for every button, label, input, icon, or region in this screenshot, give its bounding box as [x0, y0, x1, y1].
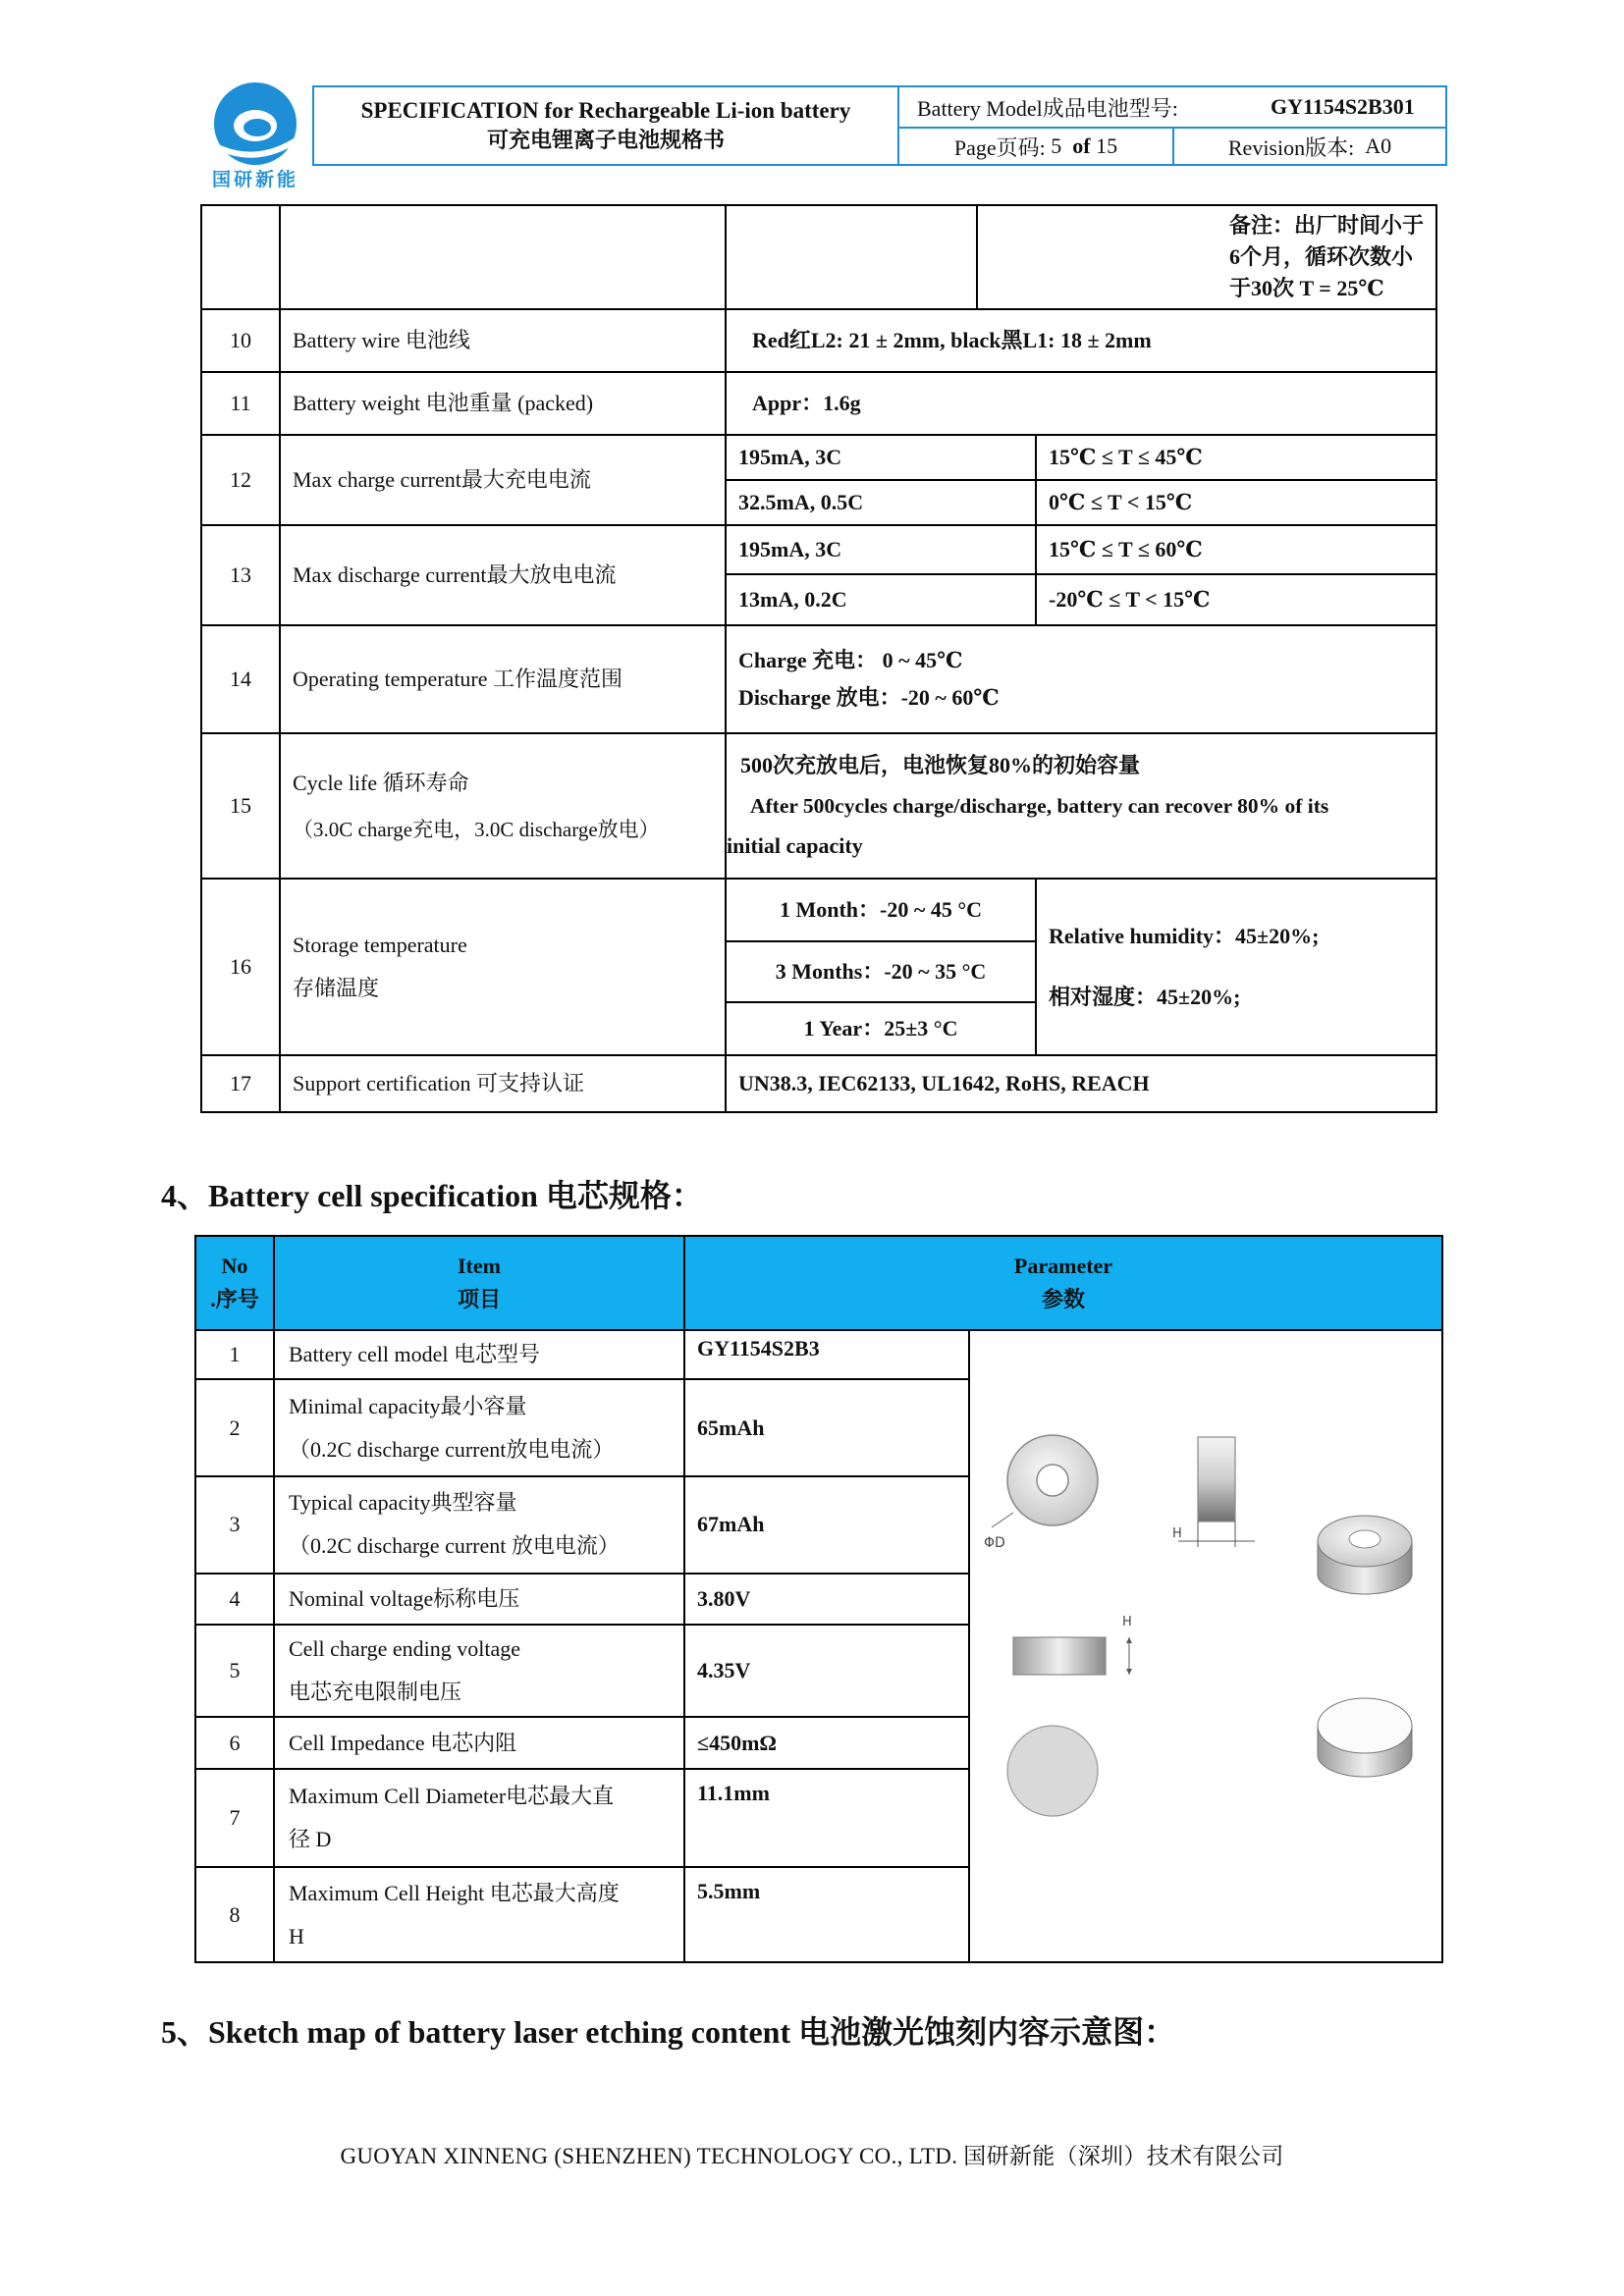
item-label-line: Storage temperature	[293, 933, 467, 957]
cell-3d-top	[1318, 1516, 1412, 1594]
item-label	[274, 1379, 684, 1476]
row-number: 15	[201, 733, 280, 879]
item-condition: 15℃ ≤ T ≤ 60℃	[1036, 525, 1436, 574]
model-value: GY1154S2B301	[1271, 94, 1415, 119]
item-label-line: 存储温度	[293, 976, 380, 1000]
item-label-line: Maximum Cell Height 电芯最大高度	[289, 1880, 620, 1905]
table-row	[195, 1330, 1442, 1379]
row-number: 1	[195, 1330, 274, 1379]
item-value	[726, 733, 1436, 879]
cell-side-view	[1172, 1437, 1255, 1547]
item-value: 65mAh	[684, 1379, 969, 1476]
height-label: H	[1172, 1526, 1182, 1541]
spec-title-cn: 可充电锂离子电池规格书	[486, 127, 725, 153]
item-label: Max charge current最大充电电流	[280, 435, 726, 525]
row-number: 14	[201, 625, 280, 733]
section-4-title: 4、Battery cell specification 电芯规格：	[161, 1178, 703, 1213]
item-value: 195mA, 3C	[726, 525, 1036, 574]
row-number: 6	[195, 1717, 274, 1768]
header-text: 项目	[457, 1287, 501, 1311]
item-label: Battery cell model 电芯型号	[274, 1330, 684, 1379]
item-label: Nominal voltage标称电压	[274, 1574, 684, 1625]
row-number: 2	[195, 1379, 274, 1476]
revision-label: Revision版本:	[1227, 134, 1355, 160]
page-label: Page页码:	[953, 134, 1046, 160]
item-value: 5.5mm	[684, 1867, 969, 1962]
row-number: 4	[195, 1574, 274, 1625]
header-parameter	[684, 1236, 1442, 1330]
charge-temp: Charge 充电： 0 ~ 45℃	[738, 647, 963, 672]
header-item	[274, 1236, 684, 1330]
row-number: 10	[201, 309, 280, 372]
cell-drawing	[970, 1331, 1443, 1961]
cell-front-view	[1013, 1615, 1132, 1675]
cell-top-view	[984, 1435, 1098, 1551]
item-label-line: Minimal capacity最小容量	[289, 1393, 527, 1418]
item-condition: 0℃ ≤ T < 15℃	[1036, 480, 1436, 525]
item-value: GY1154S2B3	[684, 1330, 969, 1379]
item-label-line: Maximum Cell Diameter电芯最大直	[289, 1784, 615, 1809]
table-row	[201, 435, 1436, 480]
item-label: Operating temperature 工作温度范围	[280, 625, 726, 733]
header-text: 参数	[1041, 1287, 1085, 1311]
storage-3-months: 3 Months：-20 ~ 35 °C	[726, 941, 1036, 1002]
row-number: 16	[201, 879, 280, 1055]
item-label: Battery weight 电池重量 (packed)	[280, 372, 726, 435]
page-total: 15	[1096, 133, 1118, 158]
item-value: 13mA, 0.2C	[726, 574, 1036, 625]
item-label-line: Cell charge ending voltage	[289, 1636, 521, 1662]
item-label	[274, 1769, 684, 1868]
cell-diagram	[969, 1330, 1442, 1962]
model-label: Battery Model成品电池型号:	[917, 95, 1178, 121]
item-value: Appr：1.6g	[726, 372, 1436, 435]
row-number: 7	[195, 1769, 274, 1868]
item-value: ≤450mΩ	[684, 1717, 969, 1768]
item-label-line: Cycle life 循环寿命	[293, 770, 469, 795]
item-label: Support certification 可支持认证	[280, 1055, 726, 1112]
doc-info-box	[899, 85, 1447, 166]
item-condition: -20℃ ≤ T < 15℃	[1036, 574, 1436, 625]
item-label-line: 电芯充电限制电压	[289, 1680, 462, 1705]
remark-line: 于30次 T = 25℃	[1229, 275, 1384, 300]
spec-title-box	[312, 85, 899, 166]
row-number: 11	[201, 372, 280, 435]
table-row	[201, 525, 1436, 574]
table-row	[201, 625, 1436, 733]
page-footer: GUOYAN XINNENG (SHENZHEN) TECHNOLOGY CO., LTD. 国研新能（深圳）技术有限公司	[340, 2144, 1284, 2168]
spec-table	[200, 204, 1437, 1113]
table-row	[201, 733, 1436, 879]
header-text: Item	[458, 1253, 501, 1278]
table-row	[201, 309, 1436, 372]
page-revision-row	[899, 127, 1445, 166]
humidity-cn: 相对湿度：45±20%;	[1049, 985, 1241, 1009]
item-label: Max discharge current最大放电电流	[280, 525, 726, 625]
row-number: 13	[201, 525, 280, 625]
row-number: 5	[195, 1625, 274, 1718]
humidity-cell	[1036, 879, 1436, 1055]
item-value: 67mAh	[684, 1476, 969, 1574]
item-label	[274, 1867, 684, 1962]
item-value: 4.35V	[684, 1625, 969, 1718]
item-label-line: H	[289, 1923, 304, 1949]
table-row	[201, 1055, 1436, 1112]
page-of: of	[1072, 133, 1091, 158]
table-row	[201, 372, 1436, 435]
storage-1-month: 1 Month：-20 ~ 45 °C	[726, 879, 1036, 941]
item-label-line: 径 D	[289, 1827, 332, 1852]
item-label-line: （3.0C charge充电，3.0C discharge放电）	[293, 818, 660, 842]
item-value: 32.5mA, 0.5C	[726, 480, 1036, 525]
cycle-life-en: initial capacity	[727, 833, 863, 859]
table-row	[201, 879, 1436, 941]
item-value	[726, 625, 1436, 733]
item-label	[274, 1625, 684, 1718]
item-label	[280, 879, 726, 1055]
item-label-line: （0.2C discharge current放电电流）	[289, 1436, 615, 1462]
cell-3d-bottom	[1318, 1698, 1412, 1777]
logo-text: 国研新能	[211, 169, 298, 190]
table-header-row	[195, 1236, 1442, 1330]
humidity-en: Relative humidity：45±20%;	[1049, 924, 1320, 949]
item-value: 195mA, 3C	[726, 435, 1036, 480]
row-number: 17	[201, 1055, 280, 1112]
item-value: UN38.3, IEC62133, UL1642, RoHS, REACH	[726, 1055, 1436, 1112]
table-row	[201, 205, 1436, 309]
header-no	[195, 1236, 274, 1330]
spec-title-en: SPECIFICATION for Rechargeable Li-ion battery	[360, 97, 851, 123]
header-text: Parameter	[1013, 1253, 1113, 1278]
header-text: .序号	[210, 1287, 259, 1311]
row-number: 3	[195, 1476, 274, 1574]
cell-spec-table	[194, 1235, 1443, 1963]
section-5-title: 5、Sketch map of battery laser etching content 电池激光蚀刻内容示意图：	[161, 2014, 1176, 2050]
item-label-line: Typical capacity典型容量	[289, 1490, 517, 1516]
item-condition: 15℃ ≤ T ≤ 45℃	[1036, 435, 1436, 480]
item-value: Red红L2: 21 ± 2mm, black黑L1: 18 ± 2mm	[726, 309, 1436, 372]
remark-line: 备注：出厂时间小于6个月，循环次数小	[1229, 213, 1425, 270]
item-value: 11.1mm	[684, 1769, 969, 1868]
page-number: 5	[1051, 133, 1062, 158]
row-number: 12	[201, 435, 280, 525]
diameter-label: ΦD	[984, 1535, 1005, 1551]
item-label	[280, 733, 726, 879]
storage-1-year: 1 Year：25±3 °C	[726, 1002, 1036, 1055]
item-label: Battery wire 电池线	[280, 309, 726, 372]
discharge-temp: Discharge 放电：-20 ~ 60℃	[738, 685, 1000, 710]
row-number: 8	[195, 1867, 274, 1962]
item-label-line: （0.2C discharge current 放电电流）	[289, 1533, 620, 1559]
revision-value: A0	[1365, 133, 1392, 158]
remark-cell	[977, 205, 1436, 309]
cycle-life-en: After 500cycles charge/discharge, battery can recover 80% of its	[750, 793, 1329, 818]
model-row	[899, 87, 1445, 129]
cycle-life-cn: 500次充放电后，电池恢复80%的初始容量	[740, 752, 1141, 777]
item-value: 3.80V	[684, 1574, 969, 1625]
item-label	[274, 1476, 684, 1574]
height-label: H	[1122, 1615, 1132, 1629]
cell-bottom-view	[1007, 1726, 1098, 1816]
header-text: No	[221, 1253, 248, 1278]
item-label: Cell Impedance 电芯内阻	[274, 1717, 684, 1768]
